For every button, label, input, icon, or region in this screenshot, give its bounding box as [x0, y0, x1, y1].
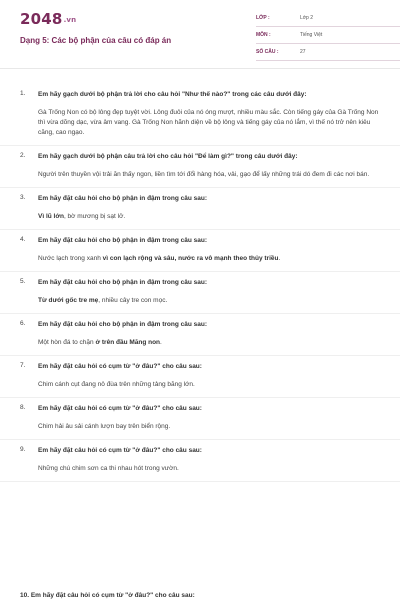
- question-item: [20, 278, 382, 306]
- question-divider: [0, 355, 400, 356]
- meta-key: MÔN :: [256, 32, 271, 38]
- question-passage: Chim hải âu sải cánh lượn bay trên biển rộng.: [38, 423, 171, 430]
- question-list: [20, 90, 382, 488]
- question-number: 9.: [20, 446, 26, 453]
- question-number: 7.: [20, 362, 26, 369]
- question-prompt: Em hãy đặt câu hỏi cho bộ phận in đậm trong câu sau:: [38, 237, 208, 244]
- question-number: 4.: [20, 236, 26, 243]
- meta-key: LỚP :: [256, 15, 270, 21]
- worksheet-meta: [256, 14, 400, 65]
- question-item: [20, 194, 382, 222]
- question-passage: Vì lũ lớn, bờ mương bị sạt lở.: [38, 213, 126, 220]
- question-passage: Một hòn đá to chặn ở trên đầu Măng non.: [38, 339, 162, 346]
- meta-value: 27: [300, 49, 306, 55]
- question-number: 3.: [20, 194, 26, 201]
- question-divider: [0, 313, 400, 314]
- question-divider: [0, 397, 400, 398]
- question-passage: Gà Trống Non có bộ lông đẹp tuyệt vời. Lông đuôi của nó óng mượt, nhiều màu sắc. Còn tiếng gáy của Gà Trống Non thì vừa dõng dạc, vừa âm vang. Gà Trống Non hãnh diện về bộ lông và tiếng gáy của nó lắm, vì thế nó trở nên kiêu căng, cao ngạo.: [38, 109, 379, 136]
- question-divider: [0, 481, 400, 482]
- meta-row-grade: [256, 14, 400, 27]
- header-divider: [0, 68, 400, 69]
- question-number: 1.: [20, 90, 26, 97]
- worksheet-header: [18, 6, 382, 66]
- logo-text: 2048: [20, 10, 63, 28]
- question-partial: 10. Em hãy đặt câu hỏi có cụm từ "ở đâu?" cho câu sau:: [20, 592, 195, 599]
- question-item: [20, 446, 382, 474]
- question-divider: [0, 439, 400, 440]
- meta-value: Tiếng Việt: [300, 32, 323, 38]
- question-item: [20, 362, 382, 390]
- question-passage: Những chú chim sơn ca thi nhau hót trong vườn.: [38, 465, 179, 472]
- question-passage: Từ dưới gốc tre mẹ, nhiều cây tre con mọc.: [38, 297, 168, 304]
- worksheet-title: Dạng 5: Các bộ phận của câu có đáp án: [20, 36, 172, 45]
- question-item: [20, 90, 382, 138]
- question-number: 5.: [20, 278, 26, 285]
- question-prompt: Em hãy đặt câu hỏi cho bộ phận in đậm trong câu sau:: [38, 279, 208, 286]
- site-logo[interactable]: [20, 10, 76, 28]
- logo-domain: .vn: [63, 16, 77, 24]
- question-number: 8.: [20, 404, 26, 411]
- question-divider: [0, 271, 400, 272]
- meta-value: Lớp 2: [300, 15, 314, 21]
- meta-key: SỐ CÂU :: [256, 49, 279, 55]
- meta-row-count: [256, 48, 400, 61]
- question-item: [20, 152, 382, 180]
- question-prompt: Em hãy đặt câu hỏi cho bộ phận in đậm trong câu sau:: [38, 321, 208, 328]
- question-divider: [0, 187, 400, 188]
- question-passage: Người trên thuyền vội trải ăn thấy ngon, liền tìm tới đổi hàng hóa, vải, gạo để lấy những trái dó đem đi các nơi bán.: [38, 171, 370, 178]
- question-prompt: Em hãy đặt câu hỏi cho bộ phận in đậm trong câu sau:: [38, 195, 208, 202]
- question-item: [20, 404, 382, 432]
- question-prompt: Em hãy gạch dưới bộ phận câu trả lời cho câu hỏi "Để làm gì?" trong câu dưới đây:: [38, 153, 298, 160]
- question-passage: Chim cánh cụt đang nô đùa trên những tảng băng lớn.: [38, 381, 195, 388]
- meta-row-subject: [256, 31, 400, 44]
- question-divider: [0, 145, 400, 146]
- question-prompt: Em hãy gạch dưới bộ phận trả lời cho câu hỏi "Như thế nào?" trong các câu dưới đây:: [38, 91, 307, 98]
- question-passage: Nước lạch trong xanh vì con lạch rộng và sâu, nước ra vô mạnh theo thủy triều.: [38, 255, 281, 262]
- question-item: [20, 320, 382, 348]
- question-number: 6.: [20, 320, 26, 327]
- question-item: [20, 236, 382, 264]
- question-divider: [0, 229, 400, 230]
- question-prompt: Em hãy đặt câu hỏi có cụm từ "ở đâu?" cho câu sau:: [38, 447, 202, 454]
- question-prompt: Em hãy đặt câu hỏi có cụm từ "ở đâu?" cho câu sau:: [38, 405, 202, 412]
- question-number: 2.: [20, 152, 26, 159]
- question-prompt: Em hãy đặt câu hỏi có cụm từ "ở đâu?" cho câu sau:: [38, 363, 202, 370]
